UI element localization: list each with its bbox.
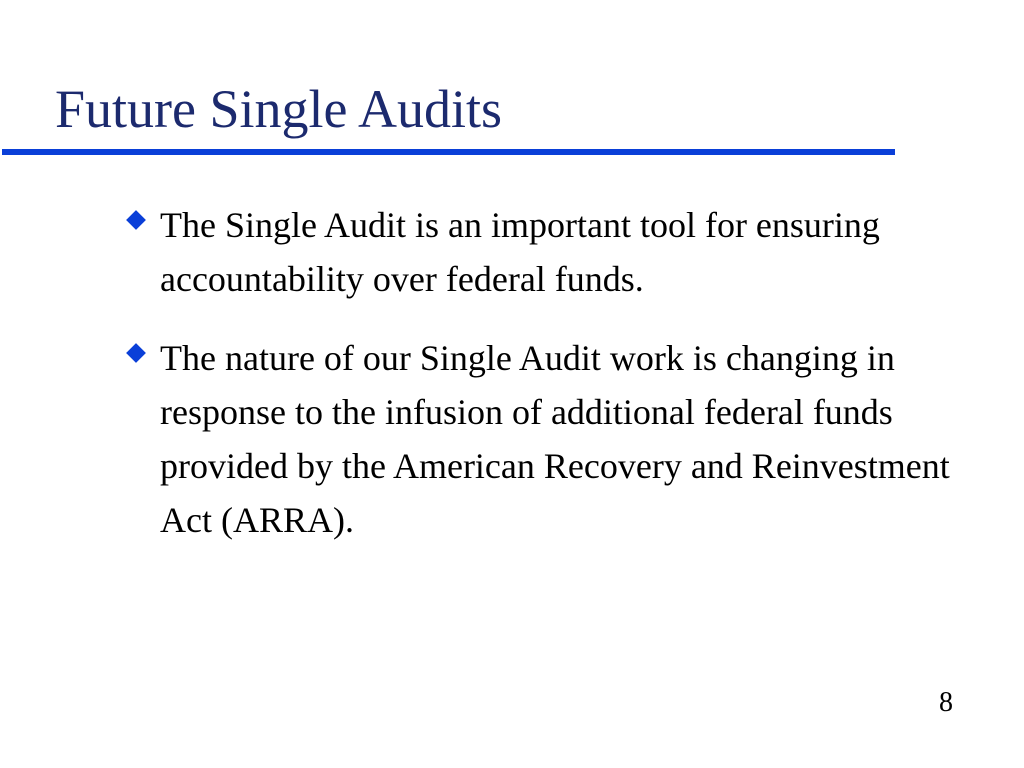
diamond-bullet-icon [126, 210, 146, 230]
diamond-bullet-icon [126, 343, 146, 363]
bullet-item [122, 331, 982, 547]
slide-title: Future Single Audits [55, 79, 503, 139]
bullet-list [122, 198, 982, 572]
page-number: 8 [939, 687, 953, 718]
bullet-text: The Single Audit is an important tool for ensuring accountability over federal funds. [160, 205, 880, 299]
bullet-text: The nature of our Single Audit work is changing in response to the infusion of additional federal funds provided by the American Recovery and Reinvestment Act (ARRA). [160, 338, 950, 540]
bullet-item [122, 198, 982, 306]
title-underline [2, 149, 895, 155]
